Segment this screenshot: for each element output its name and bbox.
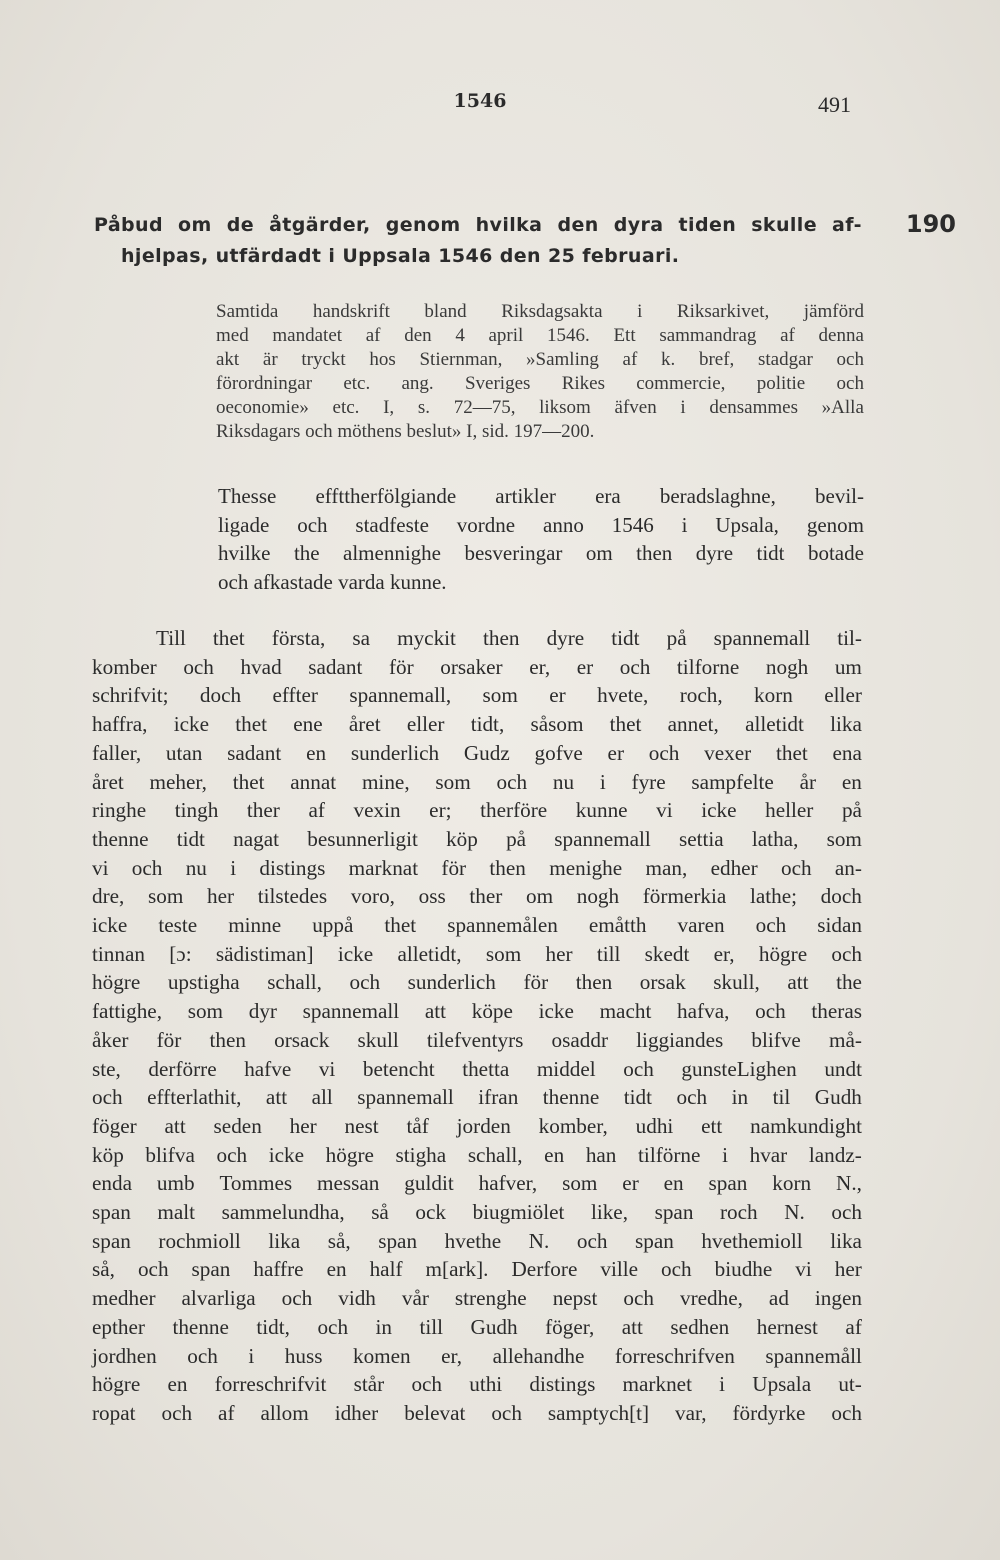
body-line: året meher, thet annat mine, som och nu i fyre sampfelte år en [92, 769, 862, 794]
body-line: högre upstigha schall, och sunderlich för then orsak skull, att the [92, 970, 862, 995]
preamble-line: Thesse effttherfölgiande artikler era beradslaghne, bevil- [218, 484, 864, 508]
running-header-year: 1546 [453, 90, 507, 112]
body-line: span rochmioll lika så, span hvethe N. och span hvethemioll lika [92, 1228, 862, 1253]
body-line: ste, derförre hafve vi betencht thetta middel och gunsteLighen undt [92, 1056, 862, 1081]
body-line: span malt sammelundha, så ock biugmiölet like, span roch N. och [92, 1200, 862, 1225]
page-number: 491 [818, 92, 851, 117]
document-title [94, 210, 862, 272]
body-line: enda umb Tommes messan guldit hafver, som er en span korn N., [92, 1171, 862, 1196]
source-note-line: oeconomie» etc. I, s. 72—75, liksom äfven i densammes »Alla [216, 397, 864, 418]
source-note-line: Riksdagars och möthens beslut» I, sid. 197—200. [216, 421, 595, 442]
body-line: epther thenne tidt, och in till Gudh föger, att sedhen hernest af [92, 1314, 862, 1339]
body-line: vi och nu i distings marknat för then menighe man, edher och an- [92, 855, 862, 880]
document-number: 190 [905, 210, 956, 238]
body-line: köp blifva och icke högre stigha schall, en han tilförne i hvar landz- [92, 1142, 862, 1167]
body-line: thenne tidt nagat besunnerligit köp på spannemall settia latha, som [92, 826, 862, 851]
body-line: tinnan [ɔ: sädistiman] icke alletidt, som her till skedt er, högre och [92, 941, 862, 966]
body-line: ringhe tingh ther af vexin er; therföre kunne vi icke heller på [92, 798, 862, 823]
source-note-line: Samtida handskrift bland Riksdagsakta i Riksarkivet, jämförd [216, 301, 864, 322]
title-line: Påbud om de åtgärder, genom hvilka den dyra tiden skulle af- [94, 214, 862, 236]
body-line: jordhen och i huss komen er, allehandhe forreschrifven spannemåll [92, 1343, 862, 1368]
body-line: föger att seden her nest tåf jorden komber, udhi ett namkundight [92, 1113, 862, 1138]
body-line: fattighe, som dyr spannemall att köpe icke macht hafva, och theras [92, 999, 862, 1024]
source-note-line: förordningar etc. ang. Sveriges Rikes commercie, politie och [216, 373, 864, 394]
body-line: haffra, icke thet ene året eller tidt, såsom thet annet, alletidt lika [92, 712, 862, 737]
body-text [92, 624, 862, 1428]
body-line: ropat och af allom idher belevat och samptych[t] var, fördyrke och [92, 1400, 862, 1425]
body-line: komber och hvad sadant för orsaker er, er och tilforne nogh um [92, 654, 862, 679]
body-line: och effterlathit, att all spannemall ifran thenne tidt och in til Gudh [92, 1085, 862, 1110]
title-line: hjelpas, utfärdadt i Uppsala 1546 den 25 februari. [121, 245, 680, 267]
body-line: åker för then orsack skull tilefventyrs osaddr liggiandes blifve må- [92, 1027, 862, 1052]
body-line: medher alvarliga och vidh vår strenghe nepst och vredhe, ad ingen [92, 1286, 862, 1311]
body-line: faller, utan sadant en sunderlich Gudz gofve er och vexer thet ena [92, 740, 862, 765]
source-note [216, 300, 864, 444]
body-line: dre, som her tilstedes voro, oss ther om nogh förmerkia lathe; doch [92, 884, 862, 909]
body-line: icke teste minne uppå thet spannemålen emåtth varen och sidan [92, 913, 862, 938]
body-line: schrifvit; doch effter spannemall, som er hvete, roch, korn eller [92, 683, 862, 708]
body-line: Till thet första, sa myckit then dyre tidt på spannemall til- [156, 626, 862, 650]
preamble-line: hvilke the almennighe besveringar om then dyre tidt botade [218, 541, 864, 566]
source-note-line: med mandatet af den 4 april 1546. Ett sammandrag af denna [216, 325, 864, 346]
body-line: så, och span haffre en half m[ark]. Derfore ville och biudhe vi her [92, 1257, 862, 1282]
source-note-line: akt är tryckt hos Stiernman, »Samling af k. bref, stadgar och [216, 349, 864, 370]
body-line: högre en forreschrifvit står och uthi distings marknet i Upsala ut- [92, 1372, 862, 1397]
preamble-line: och afkastade varda kunne. [218, 569, 447, 594]
preamble-line: ligade och stadfeste vordne anno 1546 i Upsala, genom [218, 512, 864, 537]
preamble [218, 482, 864, 596]
